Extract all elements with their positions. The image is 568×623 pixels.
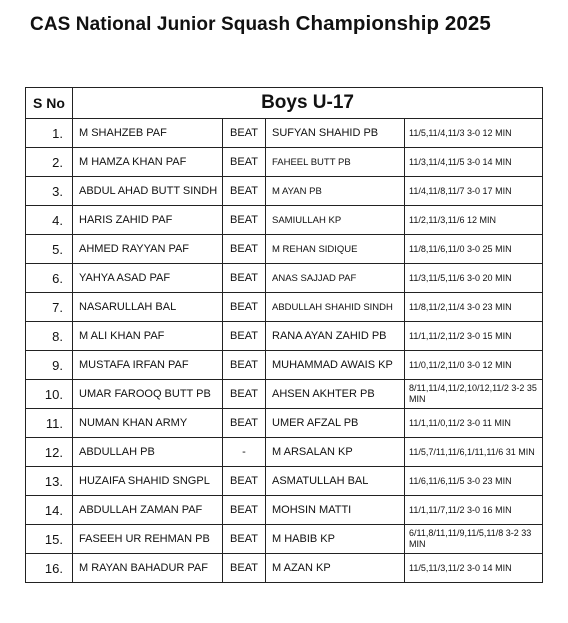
score-cell: 11/0,11/2,11/0 3-0 12 MIN bbox=[405, 351, 543, 380]
header-sno: S No bbox=[26, 88, 73, 119]
player2-cell: RANA AYAN ZAHID PB bbox=[266, 322, 405, 351]
sno-cell: 9. bbox=[26, 351, 73, 380]
table-row bbox=[26, 177, 543, 206]
score-cell: 11/1,11/7,11/2 3-0 16 MIN bbox=[405, 496, 543, 525]
result-cell: BEAT bbox=[223, 525, 266, 554]
player1-cell: M ALI KHAN PAF bbox=[73, 322, 223, 351]
sno-cell: 4. bbox=[26, 206, 73, 235]
title-part-2: Championship 2025 bbox=[295, 12, 491, 35]
score-cell: 11/6,11/6,11/5 3-0 23 MIN bbox=[405, 467, 543, 496]
result-cell: BEAT bbox=[223, 322, 266, 351]
table-row bbox=[26, 322, 543, 351]
player2-cell: ASMATULLAH BAL bbox=[266, 467, 405, 496]
score-cell: 11/4,11/8,11/7 3-0 17 MIN bbox=[405, 177, 543, 206]
player1-cell: AHMED RAYYAN PAF bbox=[73, 235, 223, 264]
table-row bbox=[26, 148, 543, 177]
player2-cell: M AYAN PB bbox=[266, 177, 405, 206]
player2-cell: SUFYAN SHAHID PB bbox=[266, 119, 405, 148]
sno-cell: 15. bbox=[26, 525, 73, 554]
result-cell: BEAT bbox=[223, 293, 266, 322]
result-cell: BEAT bbox=[223, 235, 266, 264]
table-row bbox=[26, 409, 543, 438]
player1-cell: ABDULLAH PB bbox=[73, 438, 223, 467]
table-row bbox=[26, 554, 543, 583]
player1-cell: HARIS ZAHID PAF bbox=[73, 206, 223, 235]
sno-cell: 3. bbox=[26, 177, 73, 206]
score-cell: 11/3,11/4,11/5 3-0 14 MIN bbox=[405, 148, 543, 177]
sno-cell: 7. bbox=[26, 293, 73, 322]
table-body bbox=[26, 119, 543, 583]
results-table bbox=[25, 87, 543, 583]
player2-cell: ANAS SAJJAD PAF bbox=[266, 264, 405, 293]
player1-cell: NASARULLAH BAL bbox=[73, 293, 223, 322]
score-cell: 11/8,11/2,11/4 3-0 23 MIN bbox=[405, 293, 543, 322]
result-cell: BEAT bbox=[223, 177, 266, 206]
result-cell: BEAT bbox=[223, 148, 266, 177]
player2-cell: SAMIULLAH KP bbox=[266, 206, 405, 235]
title-part-1: CAS National Junior Squash bbox=[30, 14, 291, 35]
player2-cell: MUHAMMAD AWAIS KP bbox=[266, 351, 405, 380]
table-row bbox=[26, 119, 543, 148]
player1-cell: NUMAN KHAN ARMY bbox=[73, 409, 223, 438]
score-cell: 11/5,11/4,11/3 3-0 12 MIN bbox=[405, 119, 543, 148]
sno-cell: 5. bbox=[26, 235, 73, 264]
result-cell: BEAT bbox=[223, 496, 266, 525]
score-cell: 11/5,11/3,11/2 3-0 14 MIN bbox=[405, 554, 543, 583]
result-cell: BEAT bbox=[223, 467, 266, 496]
table-row bbox=[26, 206, 543, 235]
score-cell: 11/1,11/2,11/2 3-0 15 MIN bbox=[405, 322, 543, 351]
player2-cell: M AZAN KP bbox=[266, 554, 405, 583]
sno-cell: 13. bbox=[26, 467, 73, 496]
score-cell: 8/11,11/4,11/2,10/12,11/2 3-2 35 MIN bbox=[405, 380, 543, 409]
player1-cell: ABDUL AHAD BUTT SINDH bbox=[73, 177, 223, 206]
player1-cell: M HAMZA KHAN PAF bbox=[73, 148, 223, 177]
sno-cell: 1. bbox=[26, 119, 73, 148]
sno-cell: 14. bbox=[26, 496, 73, 525]
table-row bbox=[26, 235, 543, 264]
player1-cell: YAHYA ASAD PAF bbox=[73, 264, 223, 293]
table-row bbox=[26, 467, 543, 496]
score-cell: 6/11,8/11,11/9,11/5,11/8 3-2 33 MIN bbox=[405, 525, 543, 554]
player1-cell: UMAR FAROOQ BUTT PB bbox=[73, 380, 223, 409]
sno-cell: 2. bbox=[26, 148, 73, 177]
player1-cell: FASEEH UR REHMAN PB bbox=[73, 525, 223, 554]
sno-cell: 6. bbox=[26, 264, 73, 293]
result-cell: BEAT bbox=[223, 351, 266, 380]
player1-cell: HUZAIFA SHAHID SNGPL bbox=[73, 467, 223, 496]
player2-cell: AHSEN AKHTER PB bbox=[266, 380, 405, 409]
table-row bbox=[26, 264, 543, 293]
result-cell: BEAT bbox=[223, 264, 266, 293]
sno-cell: 12. bbox=[26, 438, 73, 467]
player1-cell: M SHAHZEB PAF bbox=[73, 119, 223, 148]
table-row bbox=[26, 438, 543, 467]
header-category: Boys U-17 bbox=[73, 88, 543, 119]
score-cell: 11/5,7/11,11/6,1/11,11/6 31 MIN bbox=[405, 438, 543, 467]
result-cell: BEAT bbox=[223, 554, 266, 583]
result-cell: BEAT bbox=[223, 206, 266, 235]
table-row bbox=[26, 496, 543, 525]
player2-cell: UMER AFZAL PB bbox=[266, 409, 405, 438]
player2-cell: ABDULLAH SHAHID SINDH bbox=[266, 293, 405, 322]
score-cell: 11/8,11/6,11/0 3-0 25 MIN bbox=[405, 235, 543, 264]
table-row bbox=[26, 380, 543, 409]
player2-cell: M REHAN SIDIQUE bbox=[266, 235, 405, 264]
sno-cell: 10. bbox=[26, 380, 73, 409]
sno-cell: 11. bbox=[26, 409, 73, 438]
document-title bbox=[30, 12, 491, 36]
table-row bbox=[26, 351, 543, 380]
table-row bbox=[26, 293, 543, 322]
result-cell: BEAT bbox=[223, 119, 266, 148]
player2-cell: M HABIB KP bbox=[266, 525, 405, 554]
result-cell: BEAT bbox=[223, 380, 266, 409]
table-header-row bbox=[26, 88, 543, 119]
player2-cell: MOHSIN MATTI bbox=[266, 496, 405, 525]
score-cell: 11/1,11/0,11/2 3-0 11 MIN bbox=[405, 409, 543, 438]
result-cell: BEAT bbox=[223, 409, 266, 438]
score-cell: 11/3,11/5,11/6 3-0 20 MIN bbox=[405, 264, 543, 293]
table-row bbox=[26, 525, 543, 554]
player2-cell: M ARSALAN KP bbox=[266, 438, 405, 467]
player1-cell: ABDULLAH ZAMAN PAF bbox=[73, 496, 223, 525]
result-cell: - bbox=[223, 438, 266, 467]
sno-cell: 16. bbox=[26, 554, 73, 583]
sno-cell: 8. bbox=[26, 322, 73, 351]
player2-cell: FAHEEL BUTT PB bbox=[266, 148, 405, 177]
player1-cell: MUSTAFA IRFAN PAF bbox=[73, 351, 223, 380]
score-cell: 11/2,11/3,11/6 12 MIN bbox=[405, 206, 543, 235]
player1-cell: M RAYAN BAHADUR PAF bbox=[73, 554, 223, 583]
